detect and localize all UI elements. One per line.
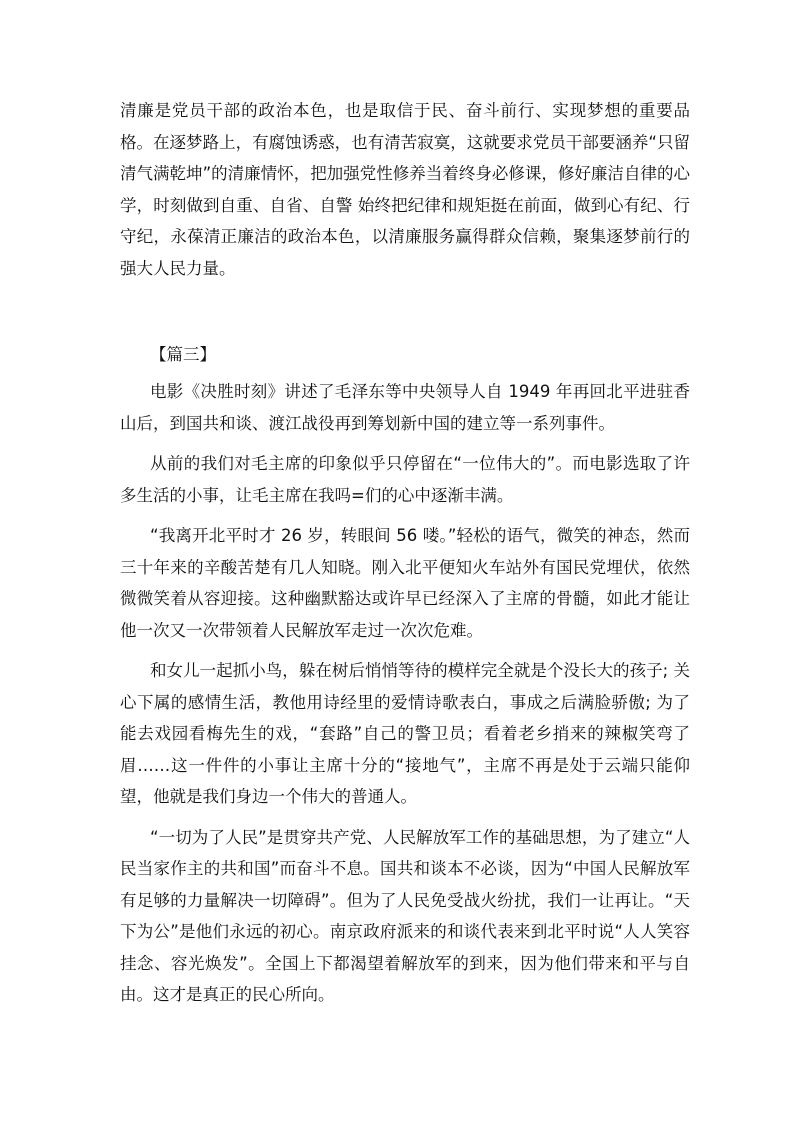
paragraph-for-the-people: “一切为了人民”是贯穿共产党、人民解放军工作的基础思想，为了建立“人民当家作主的共和国”而奋斗不息。国共和谈本不必谈，因为“中国人民解放军有足够的力量解决一切障碍”。但为了人民免受战火纷扰，我们一让再让。“天下为公”是他们永远的初心。南京政府派来的和谈代表来到北平时说“人人笑容挂念、容光焕发”。全国上下都渴望着解放军的到来，因为他们带来和平与自由。这才是真正的民心所向。	[120, 827, 690, 1004]
paragraph-film-summary: 电影《决胜时刻》讲述了毛泽东等中央领导人自 1949 年再回北平进驻香山后，到国共和谈、渡江战役再到筹划新中国的建立等一系列事件。	[120, 382, 690, 433]
paragraph-quote: “我离开北平时才 26 岁，转眼间 56 喽。”轻松的语气，微笑的神态，然而三十年来的辛酸苦楚有几人知晓。刚入北平便知火车站外有国民党埋伏，依然微微笑着从容迎接。这种幽默豁达或许早已经深入了主席的骨髓，如此才能让他一次又一次带领着人民解放军走过一次次危难。	[120, 526, 690, 640]
paragraph-impression: 从前的我们对毛主席的印象似乎只停留在“一位伟大的”。而电影选取了许多生活的小事，让毛主席在我吗=们的心中逐渐丰满。	[120, 454, 690, 505]
essay-body	[120, 376, 690, 1020]
intro-paragraph: 清廉是党员干部的政治本色，也是取信于民、奋斗前行、实现梦想的重要品格。在逐梦路上，有腐蚀诱惑，也有清苦寂寞，这就要求党员干部要涵养“只留清气满乾坤”的清廉情怀，把加强党性修养当着终身必修课，修好廉洁自律的心学，时刻做到自重、自省、自警 始终把纪律和规矩挺在前面，做到心有纪、行守纪，永葆清正廉洁的政治本色，以清廉服务赢得群众信赖，聚集逐梦前行的强大人民力量。	[120, 101, 690, 278]
paragraph-daily-life: 和女儿一起抓小鸟，躲在树后悄悄等待的模样完全就是个没长大的孩子; 关心下属的感情生活，教他用诗经里的爱情诗歌表白，事成之后满脸骄傲; 为了能去戏园看梅先生的戏，“套路”自己的警卫员；看着老乡捎来的辣椒笑弯了眉……这一件件的小事让主席十分的“接地气”，主席不再是处于云端只能仰望，他就是我们身边一个伟大的普通人。	[120, 661, 690, 806]
section-heading: 【篇三】	[150, 345, 216, 364]
intro-section	[120, 95, 690, 284]
